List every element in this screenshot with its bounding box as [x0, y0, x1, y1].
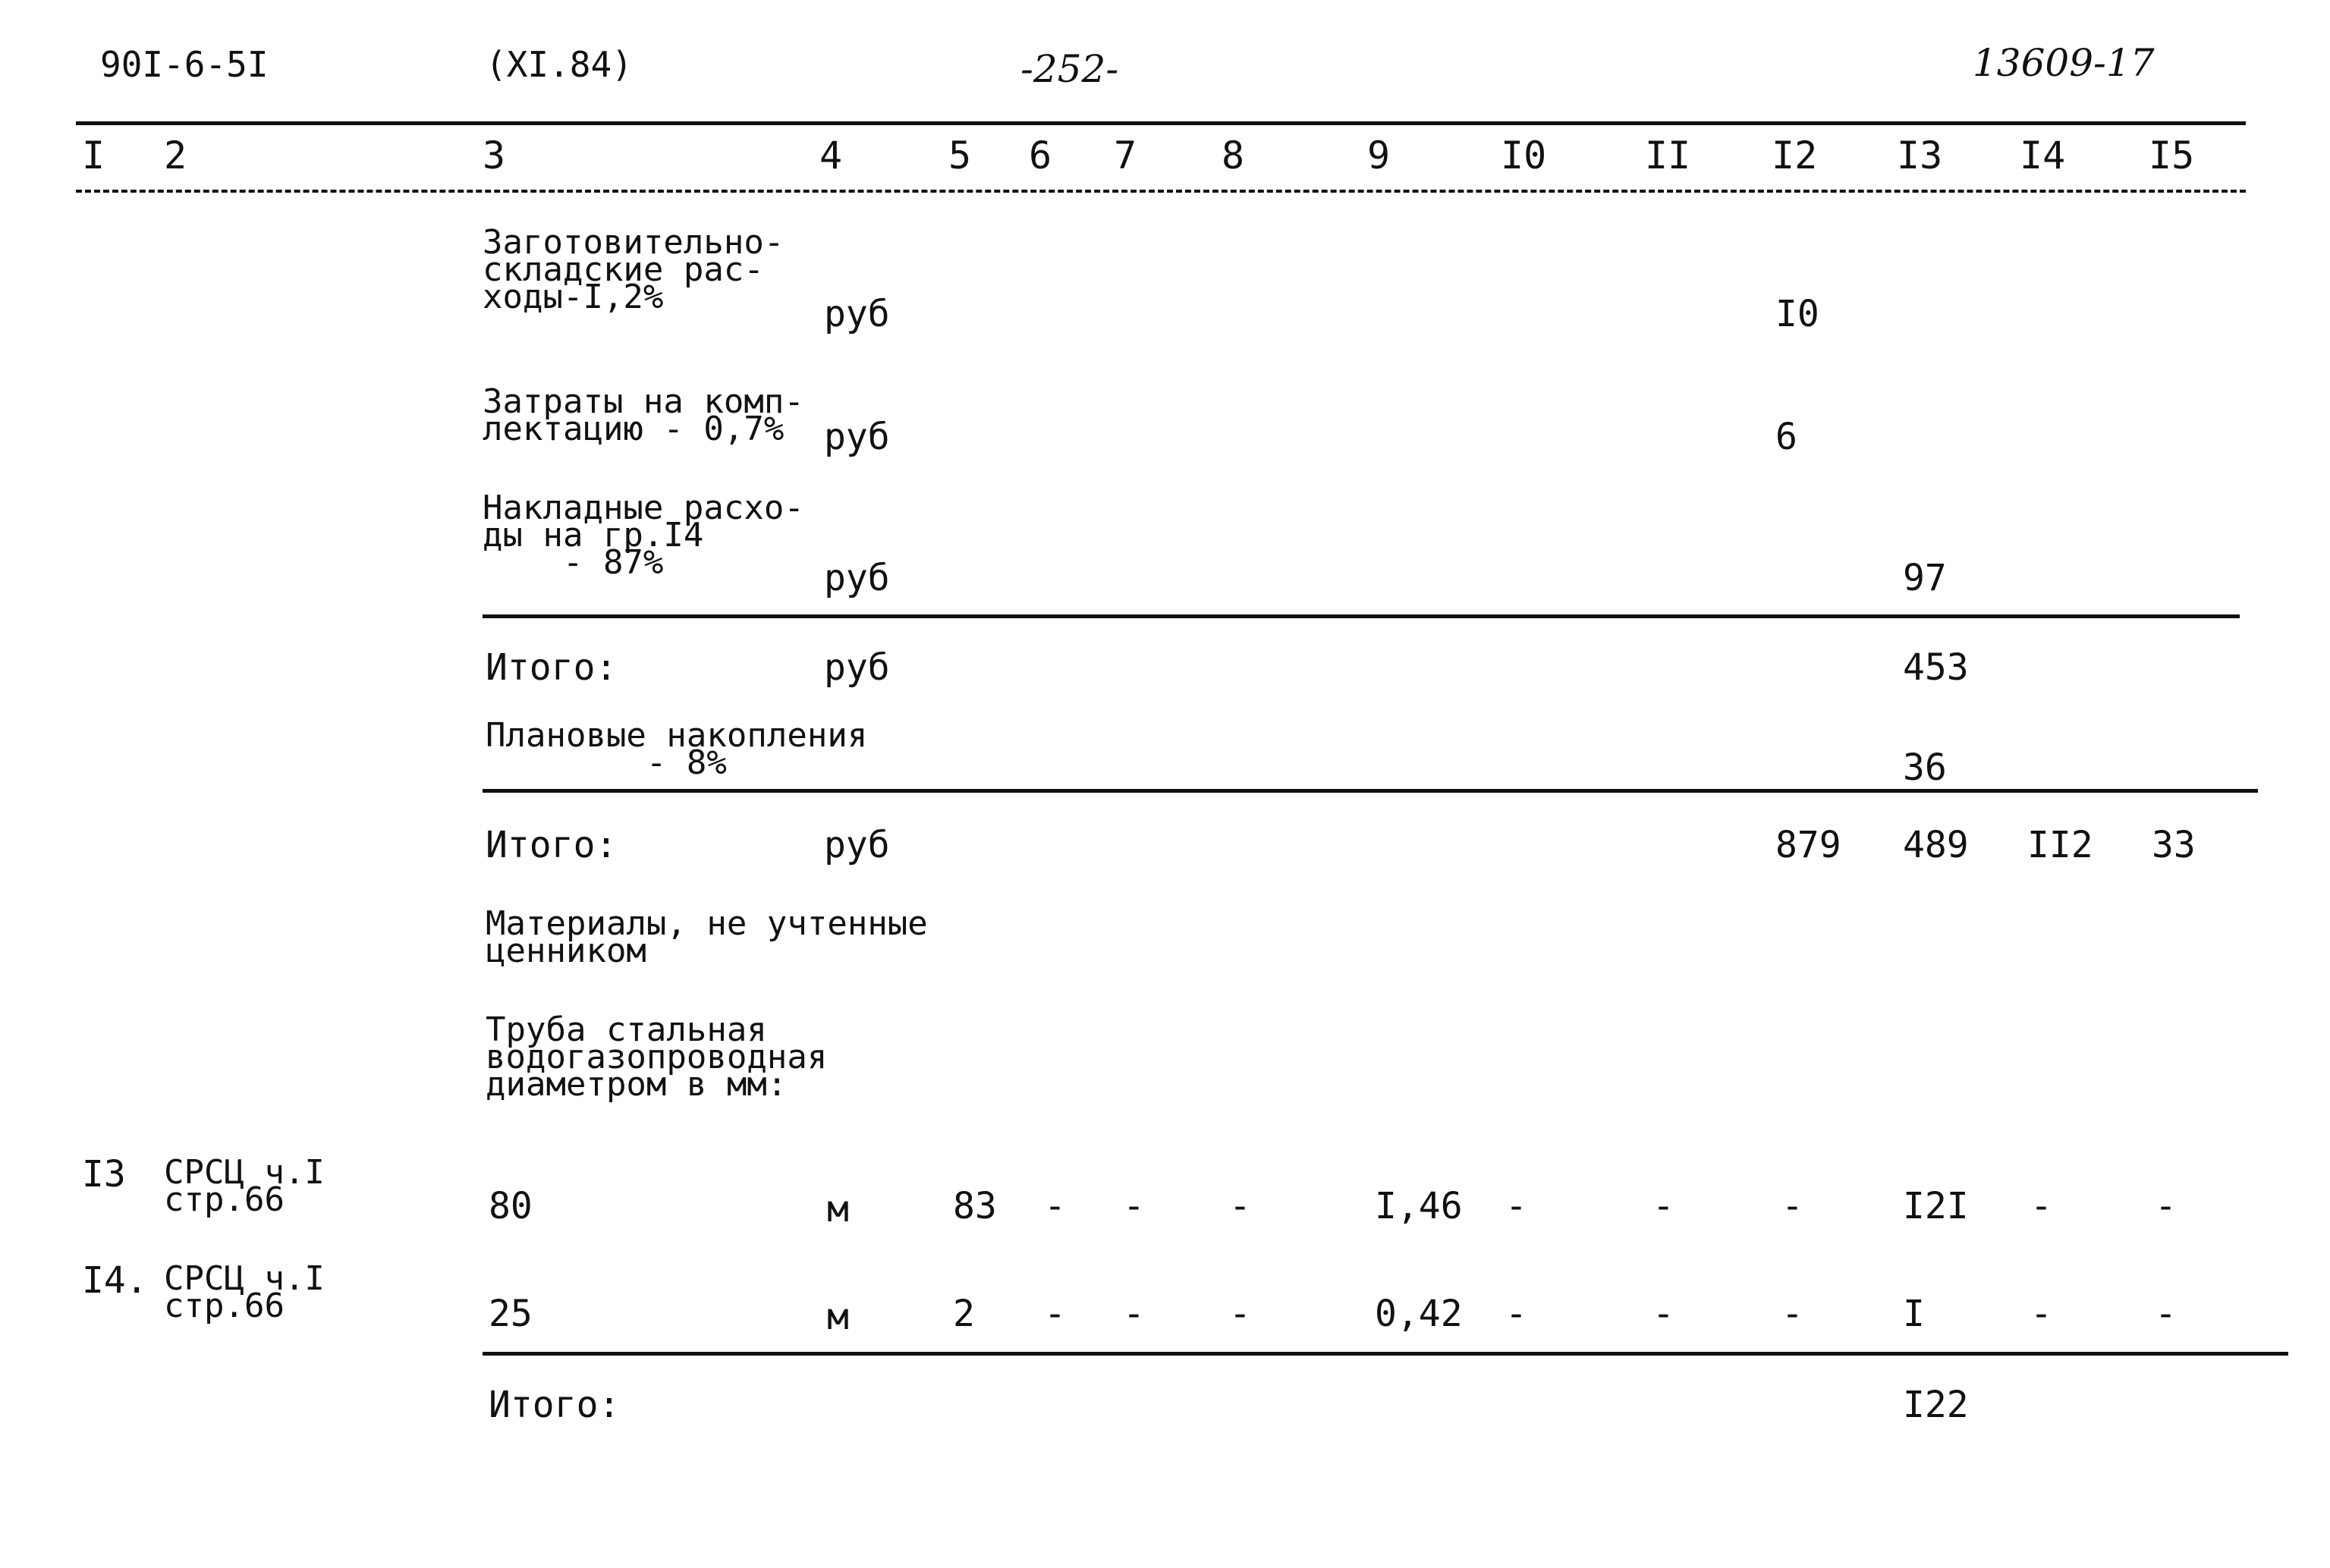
value-col13: I2I [1903, 1185, 1969, 1227]
document-number: 13609-17 [1973, 41, 2155, 85]
value-col11: - [1652, 1185, 1674, 1227]
row-label-line: Заготовительно- [483, 223, 785, 262]
value-col15: - [2155, 1185, 2177, 1227]
value-col5: 83 [953, 1185, 997, 1227]
value-col14: - [2030, 1293, 2052, 1335]
subtotal-rule [483, 614, 2240, 618]
value-col8: - [1229, 1293, 1251, 1335]
row-label-line: ходы-I,2% [483, 278, 664, 316]
value-col13: 453 [1903, 646, 1969, 689]
total-label: Итого: [489, 1384, 621, 1426]
header-top-rule [76, 121, 2246, 125]
value-col13: I [1903, 1293, 1925, 1335]
value-col12: - [1781, 1185, 1803, 1227]
value-col10: - [1505, 1293, 1527, 1335]
column-header: 3 [483, 134, 506, 178]
value-col7: - [1123, 1185, 1145, 1227]
row-label-line: ды на гр.I4 [483, 516, 704, 555]
value-col15: - [2155, 1293, 2177, 1335]
value-col12: 879 [1775, 824, 1841, 866]
column-header: 2 [164, 134, 187, 178]
diameter-value: 80 [489, 1185, 533, 1227]
value-col5: 2 [953, 1293, 975, 1335]
row-label-line: - 87% [483, 543, 664, 582]
column-header: 9 [1367, 134, 1391, 178]
value-col9: 0,42 [1375, 1293, 1463, 1335]
value-col14: - [2030, 1185, 2052, 1227]
value-col12: 6 [1775, 416, 1797, 458]
value-col11: - [1652, 1293, 1674, 1335]
document-code: 90I-6-5I [100, 44, 269, 85]
page-number: -252- [1020, 47, 1119, 91]
column-header: I3 [1897, 134, 1943, 178]
column-header: 7 [1114, 134, 1137, 178]
row-label-line: Плановые накопления [486, 716, 868, 755]
unit-cell: руб [824, 557, 890, 599]
header-bottom-rule [76, 190, 2246, 193]
section-heading-line: водогазопроводная [486, 1038, 828, 1076]
value-col6: - [1044, 1293, 1066, 1335]
value-col12: I0 [1775, 293, 1819, 335]
column-header: 6 [1029, 134, 1052, 178]
diameter-value: 25 [489, 1293, 533, 1335]
column-header: 8 [1222, 134, 1245, 178]
row-label-line: складские рас- [483, 250, 764, 289]
value-col13: 489 [1903, 824, 1969, 866]
column-header: II [1645, 134, 1691, 178]
total-label: Итого: [486, 824, 618, 866]
source-reference-line: стр.66 [164, 1287, 285, 1325]
unit-cell: руб [824, 646, 890, 689]
unit-cell: м [827, 1296, 849, 1338]
unit-cell: м [827, 1188, 849, 1230]
section-heading-line: ценником [486, 932, 646, 970]
subtotal-rule [483, 789, 2258, 793]
column-header: I2 [1772, 134, 1818, 178]
total-label: Итого: [486, 646, 618, 689]
value-col8: - [1229, 1185, 1251, 1227]
unit-cell: руб [824, 416, 890, 458]
column-header: I [82, 134, 105, 178]
row-number: I4. [82, 1259, 148, 1302]
value-col12: - [1781, 1293, 1803, 1335]
column-header: 5 [948, 134, 972, 178]
source-reference-line: СРСЦ ч.I [164, 1259, 325, 1298]
column-header: I0 [1501, 134, 1547, 178]
row-number: I3 [82, 1153, 126, 1196]
value-col13: 36 [1903, 746, 1947, 789]
value-col13: I22 [1903, 1384, 1969, 1426]
section-heading-line: диаметром в мм: [486, 1065, 788, 1104]
column-header: 4 [819, 134, 843, 178]
total-rule [483, 1352, 2288, 1356]
row-label-line: Затраты на комп- [483, 382, 804, 421]
unit-cell: руб [824, 824, 890, 866]
column-header: I4 [2020, 134, 2066, 178]
document-date: (XI.84) [486, 44, 633, 85]
source-reference-line: стр.66 [164, 1180, 285, 1219]
row-label-line: Накладные расхо- [483, 489, 804, 527]
source-reference-line: СРСЦ ч.I [164, 1153, 325, 1192]
row-label-line: - 8% [486, 743, 727, 782]
unit-cell: руб [824, 293, 890, 335]
row-label-line: лектацию - 0,7% [483, 410, 785, 448]
value-col13: 97 [1903, 557, 1947, 599]
value-col15: 33 [2152, 824, 2196, 866]
column-header: I5 [2149, 134, 2195, 178]
value-col10: - [1505, 1185, 1527, 1227]
section-heading-line: Труба стальная [486, 1010, 767, 1049]
value-col7: - [1123, 1293, 1145, 1335]
value-col6: - [1044, 1185, 1066, 1227]
value-col9: I,46 [1375, 1185, 1463, 1227]
section-heading-line: Материалы, не учтенные [486, 904, 928, 943]
value-col14: II2 [2027, 824, 2093, 866]
